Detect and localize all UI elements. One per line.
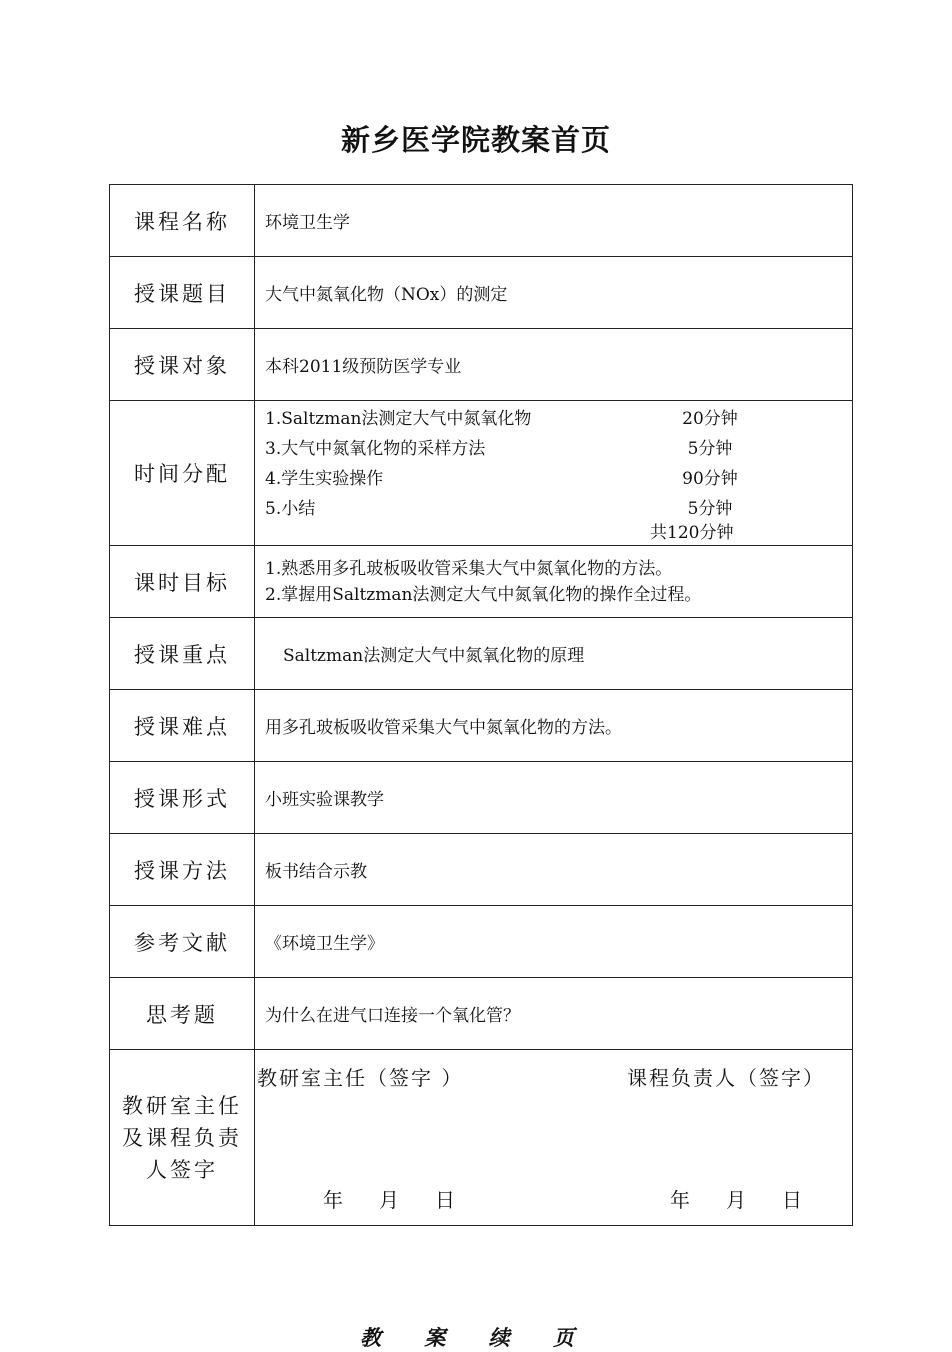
time-item	[265, 491, 852, 521]
time-item-text: 3.大气中氮氧化物的采样方法	[265, 438, 486, 459]
label-goals: 课时目标	[110, 546, 255, 618]
goals-list	[255, 546, 853, 618]
date-year: 年	[670, 1188, 690, 1212]
label-signature	[110, 1050, 255, 1226]
date-month: 月	[726, 1188, 746, 1212]
label-course-name: 课程名称	[110, 185, 255, 257]
label-time: 时间分配	[110, 401, 255, 546]
time-item-text: 1.Saltzman法测定大气中氮氧化物	[265, 408, 532, 429]
time-total: 共120分钟	[650, 523, 734, 543]
time-item	[265, 401, 852, 431]
label-topic: 授课题目	[110, 257, 255, 329]
document-title: 新乡医学院教案首页	[340, 123, 611, 157]
row-signature	[110, 1050, 853, 1226]
row-audience	[110, 329, 853, 401]
signature-label-line: 及课程负责	[122, 1125, 242, 1150]
director-sign-date	[323, 1184, 491, 1213]
date-day: 日	[435, 1188, 455, 1212]
time-item-text: 4.学生实验操作	[265, 468, 384, 489]
signature-label-line: 人签字	[146, 1157, 218, 1182]
label-difficulties: 授课难点	[110, 690, 255, 762]
signature-label-line: 教研室主任	[122, 1093, 242, 1118]
time-allocation-list	[255, 401, 853, 546]
row-key-points	[110, 618, 853, 690]
course-lead-signature-label: 课程负责人（签字）	[627, 1066, 825, 1090]
continuation-page-heading: 教 案 续 页	[360, 1325, 592, 1350]
row-form	[110, 762, 853, 834]
value-key-points: Saltzman法测定大气中氮氧化物的原理	[283, 646, 585, 666]
label-method: 授课方法	[110, 834, 255, 906]
value-topic: 大气中氮氧化物（NOx）的测定	[255, 257, 853, 329]
value-course-name: 环境卫生学	[255, 185, 853, 257]
row-difficulties	[110, 690, 853, 762]
row-topic	[110, 257, 853, 329]
signature-area	[255, 1050, 852, 1225]
date-year: 年	[323, 1188, 343, 1212]
time-item-duration: 5分钟	[687, 438, 733, 459]
date-month: 月	[379, 1188, 399, 1212]
value-references: 《环境卫生学》	[255, 906, 853, 978]
date-day: 日	[782, 1188, 802, 1212]
value-audience: 本科2011级预防医学专业	[255, 329, 853, 401]
time-item	[265, 461, 852, 491]
label-key-points: 授课重点	[110, 618, 255, 690]
row-goals	[110, 546, 853, 618]
label-audience: 授课对象	[110, 329, 255, 401]
row-method	[110, 834, 853, 906]
goal-line: 2.掌握用Saltzman法测定大气中氮氧化物的操作全过程。	[265, 584, 702, 605]
time-item-duration: 20分钟	[682, 408, 738, 429]
time-item	[265, 431, 852, 461]
row-questions	[110, 978, 853, 1050]
row-course-name	[110, 185, 853, 257]
label-questions: 思考题	[110, 978, 255, 1050]
goal-line: 1.熟悉用多孔玻板吸收管采集大气中氮氧化物的方法。	[265, 558, 673, 579]
value-method: 板书结合示教	[255, 834, 853, 906]
value-form: 小班实验课教学	[255, 762, 853, 834]
director-signature-label: 教研室主任（签字 ）	[257, 1066, 464, 1090]
row-references	[110, 906, 853, 978]
time-item-duration: 90分钟	[682, 468, 738, 489]
lesson-plan-table	[109, 184, 853, 1226]
row-time-allocation	[110, 401, 853, 546]
course-lead-sign-date	[670, 1184, 838, 1213]
label-form: 授课形式	[110, 762, 255, 834]
label-references: 参考文献	[110, 906, 255, 978]
time-item-text: 5.小结	[265, 498, 316, 519]
time-item-duration: 5分钟	[687, 498, 733, 519]
value-difficulties: 用多孔玻板吸收管采集大气中氮氧化物的方法。	[255, 690, 853, 762]
value-questions: 为什么在进气口连接一个氧化管？	[255, 978, 853, 1050]
